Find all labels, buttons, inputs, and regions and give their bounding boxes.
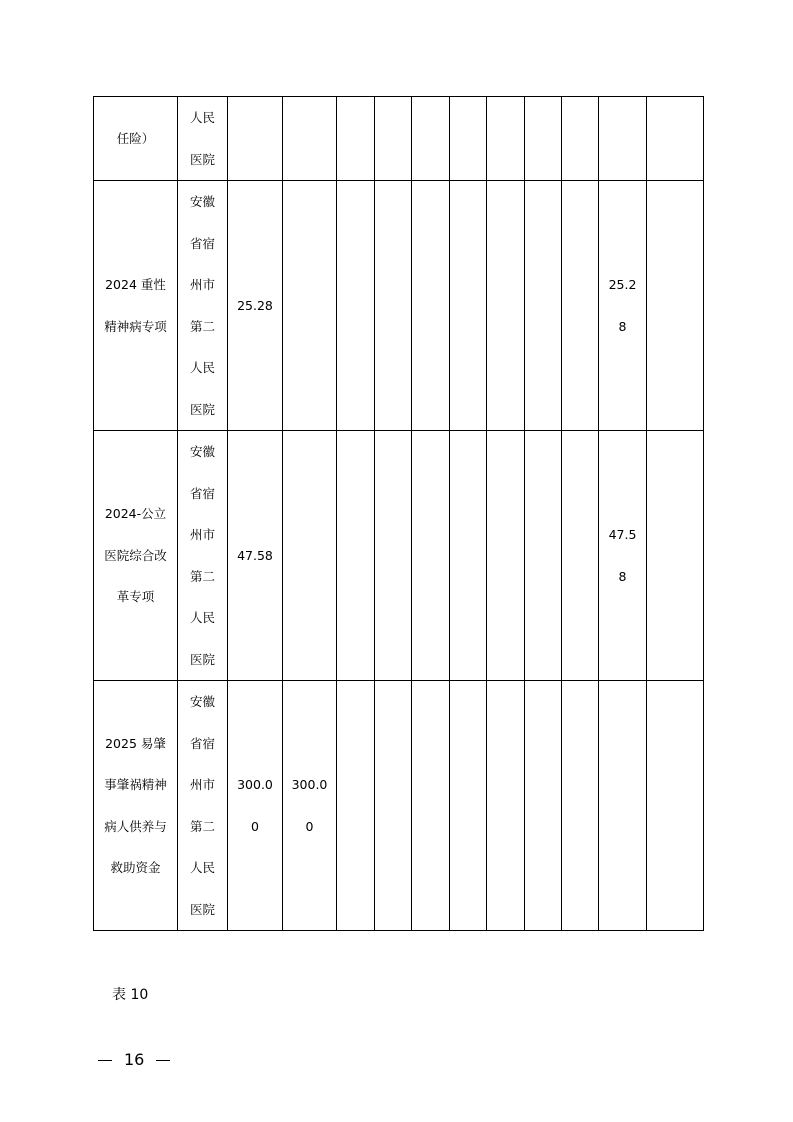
amount-cell: 300.00: [283, 681, 337, 931]
total-cell: [599, 97, 647, 181]
empty-cell: [647, 431, 704, 681]
empty-cell: [525, 97, 562, 181]
amount-cell: 25.28: [228, 181, 283, 431]
dash-icon: [98, 1060, 112, 1061]
empty-cell: [412, 97, 450, 181]
empty-cell: [647, 97, 704, 181]
budget-table: [93, 96, 704, 931]
unit-cell: 安徽省宿州市第二人民医院: [178, 431, 228, 681]
empty-cell: [337, 681, 375, 931]
total-cell: 47.58: [599, 431, 647, 681]
table-row: [94, 681, 704, 931]
empty-cell: [487, 431, 525, 681]
unit-cell: 安徽省宿州市第二人民医院: [178, 681, 228, 931]
unit-cell: 安徽省宿州市第二人民医院: [178, 181, 228, 431]
empty-cell: [487, 681, 525, 931]
table-row: [94, 431, 704, 681]
empty-cell: [562, 97, 599, 181]
empty-cell: [375, 181, 412, 431]
empty-cell: [487, 97, 525, 181]
project-name-cell: 2024 重性精神病专项: [94, 181, 178, 431]
empty-cell: [375, 431, 412, 681]
empty-cell: [450, 681, 487, 931]
project-name-cell: 2025 易肇事肇祸精神病人供养与救助资金: [94, 681, 178, 931]
empty-cell: [412, 681, 450, 931]
empty-cell: [337, 97, 375, 181]
total-cell: 25.28: [599, 181, 647, 431]
empty-cell: [525, 681, 562, 931]
empty-cell: [375, 681, 412, 931]
empty-cell: [412, 181, 450, 431]
empty-cell: [337, 181, 375, 431]
empty-cell: [562, 681, 599, 931]
empty-cell: [525, 181, 562, 431]
empty-cell: [647, 181, 704, 431]
page-number: [98, 1050, 170, 1069]
amount-cell: 300.00: [228, 681, 283, 931]
unit-cell: 人民医院: [178, 97, 228, 181]
empty-cell: [487, 181, 525, 431]
empty-cell: [562, 181, 599, 431]
table-caption: 表 10: [112, 987, 149, 1003]
table-row: [94, 181, 704, 431]
empty-cell: [525, 431, 562, 681]
amount-cell: 47.58: [228, 431, 283, 681]
empty-cell: [450, 431, 487, 681]
amount-cell: [283, 181, 337, 431]
dash-icon: [156, 1060, 170, 1061]
project-name-cell: 任险）: [94, 97, 178, 181]
amount-cell: [283, 97, 337, 181]
empty-cell: [450, 181, 487, 431]
empty-cell: [450, 97, 487, 181]
page-number-text: 16: [124, 1050, 145, 1069]
amount-cell: [228, 97, 283, 181]
total-cell: [599, 681, 647, 931]
empty-cell: [337, 431, 375, 681]
empty-cell: [412, 431, 450, 681]
empty-cell: [562, 431, 599, 681]
empty-cell: [375, 97, 412, 181]
empty-cell: [647, 681, 704, 931]
project-name-cell: 2024-公立医院综合改革专项: [94, 431, 178, 681]
table-row: [94, 97, 704, 181]
amount-cell: [283, 431, 337, 681]
